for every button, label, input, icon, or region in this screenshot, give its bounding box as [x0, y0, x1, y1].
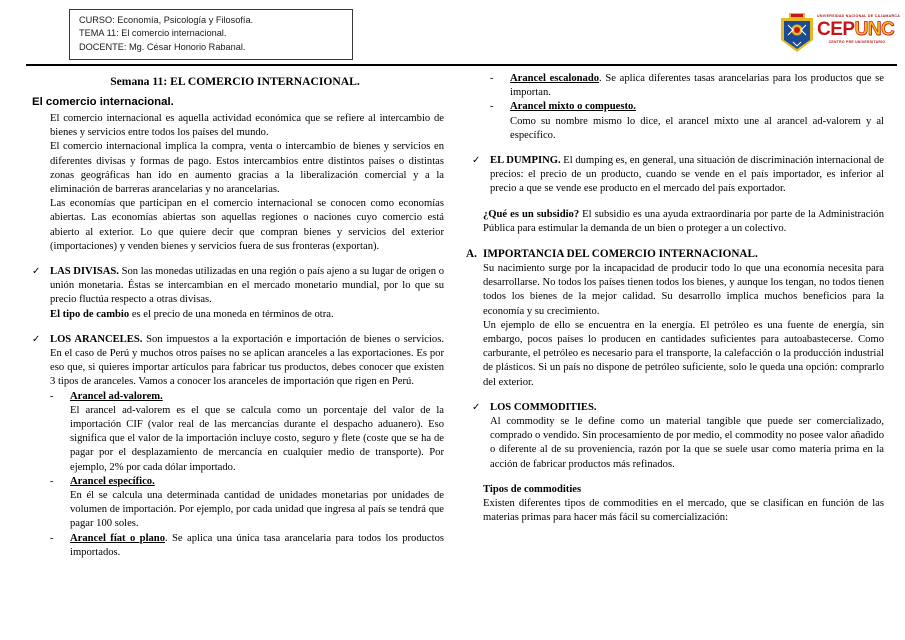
tipos-commodities-heading: Tipos de commodities — [483, 483, 582, 495]
especifico-term-line — [70, 475, 444, 489]
course-info-box — [69, 9, 353, 60]
right-column — [466, 72, 884, 636]
importancia-heading-text: IMPORTANCIA DEL COMERCIO INTERNACIONAL. — [483, 248, 758, 261]
ad-valorem-term: Arancel ad-valorem. — [70, 390, 163, 402]
left-column — [26, 72, 444, 636]
bullet-item-dumping — [472, 154, 884, 197]
divisas-body — [50, 265, 444, 322]
divisas-lead: LAS DIVISAS. — [50, 266, 119, 278]
teacher-line: DOCENTE: Mg. César Honorio Rabanal. — [79, 41, 246, 52]
tipo-cambio-rest: es el precio de una moneda en términos de otra. — [129, 308, 334, 320]
commodities-body — [490, 401, 884, 472]
especifico-description: En él se calcula una determinada cantidad de unidades monetarias por unidades de volumen de importación. Por ejemplo, por cada unidad que ingresa al país se tendrá que pagar 100 soles. — [70, 490, 444, 530]
ad-valorem-description: El arancel ad-valorem es el que se calcula como un porcentaje del valor de la importación CIF (valor real de las mercancías durante el despacho aduanero). Eso significa que el valor de la importación incluye costo, seguro y flete (coste que se ha de pagar por el desplazamiento de mercancía en cualquier medio de transporte). Por ejemplo, 2% por cada dólar importado. — [70, 404, 444, 473]
logo-cep-text: CEP — [817, 19, 855, 40]
check-icon: ✓ — [472, 401, 481, 413]
check-icon: ✓ — [472, 155, 481, 167]
subsidio-paragraph — [483, 208, 884, 236]
list-marker-a: A. — [466, 248, 477, 261]
commodities-lead: LOS COMMODITIES. — [490, 401, 597, 413]
cepunc-logo — [779, 11, 901, 55]
check-icon: ✓ — [32, 333, 41, 345]
logo-subtitle-line: CENTRO PRE UNIVERSITARIO — [828, 40, 886, 44]
dumping-body — [490, 154, 884, 197]
paragraph-intro-3: Las economías que participan en el comercio internacional se conocen como economías abiertas. Las economías abiertas son aquellas regiones o naciones cuyo comercio está abierto al exterior. Lo que quiere decir que compran bienes y servicios del exterior (importaciones) y venden bienes y servicios fuera de sus fronteras (exportan). — [50, 198, 444, 252]
two-column-body — [26, 72, 897, 636]
logo-unc-text: UNC — [854, 19, 895, 40]
university-crest-icon — [779, 13, 815, 53]
ad-valorem-term-line — [70, 390, 444, 404]
dumping-text: El dumping es, en general, una situación de discriminación internacional de precios: el precio de un producto, cuando se vende en el país importador, es inferior al precio a que se vende ese producto en el mercado del país exportador. — [490, 155, 884, 195]
topic-line: TEMA 11: El comercio internacional. — [79, 28, 227, 39]
dash-bullet-icon: - — [50, 532, 54, 544]
mixto-term-line — [510, 100, 884, 114]
sub-item-especifico — [50, 475, 444, 489]
logo-wordmark — [817, 14, 901, 45]
bullet-item-divisas — [32, 265, 444, 322]
sub-item-ad-valorem — [50, 390, 444, 404]
dash-bullet-icon: - — [490, 73, 494, 84]
logo-main-text — [817, 19, 897, 40]
bullet-item-commodities — [472, 401, 884, 472]
tipo-cambio-bold: El tipo de cambio — [50, 308, 130, 320]
paragraph-intro-2: El comercio internacional implica la compra, venta o intercambio de bienes y servicios en diferentes divisas y formas de pago. Estos intercambios entre distintos países o distintas zonas geográficas han ido en aumento gracias a la liberalización comercial y a la eliminación de barreras arancelarias y no arancelarias. — [50, 141, 444, 196]
subsidio-text: El subsidio es una ayuda extraordinaria por parte de la Administración Pública para estimular la demanda de un bien o proteger a un colectivo. — [483, 208, 884, 234]
course-line: CURSO: Economía, Psicología y Filosofía. — [79, 15, 254, 25]
escalonado-term-line — [510, 72, 884, 100]
aranceles-body — [50, 333, 444, 390]
especifico-term: Arancel específico. — [70, 475, 155, 487]
divisas-text: Son las monedas utilizadas en una región o país ajeno a su lugar de origen o unión monetaria. Éstas se intercambian en el mercado monetario mundial, por lo que su precio fluctúa respecto a otras divisas. — [50, 266, 444, 306]
importancia-paragraph-2: Un ejemplo de ello se encuentra en la energía. El petróleo es una fuente de energía, sin embargo, pocos países lo producen en cantidades suficientes para autoabastecerse. Como carburante, el petróleo es necesario para el transporte, la calefacción o la producción industrial de plásticos. Si un país no dispone de petróleo suficiente, solo le queda una opción: comprarlo del exterior. — [483, 319, 884, 388]
sub-item-mixto — [490, 100, 884, 114]
heading-importancia — [466, 247, 884, 262]
tipos-commodities-text: Existen diferentes tipos de commodities en el mercado, que se clasifican en función de las materias primas para hacer más fácil su comercialización: — [483, 498, 884, 524]
fiat-plano-term: Arancel fíat o plano — [70, 532, 165, 544]
logo-university-line: UNIVERSIDAD NACIONAL DE CAJAMARCA — [817, 14, 901, 18]
bullet-item-aranceles — [32, 333, 444, 390]
document-header — [0, 0, 905, 64]
header-divider-rule — [26, 64, 897, 66]
dash-bullet-icon: - — [50, 475, 54, 487]
section-heading-comercio: El comercio internacional. — [32, 96, 174, 108]
aranceles-text: Son impuestos a la exportación e importación de bienes o servicios. En el caso de Perú y muchos otros países no se aplican aranceles a las exportaciones. Es por eso que, si quieres importar artículos para fabricar tus productos, debes conocer que existen 3 tipos de aranceles. Vamos a conocer los aranceles de importación que rigen en Perú. — [50, 333, 444, 388]
dumping-lead: EL DUMPING. — [490, 155, 561, 167]
commodities-text: Al commodity se le define como un material tangible que puede ser comercializado, comprado o vendido. Sin procesamiento de por medio, el commodity no posee valor añadido o diferente al de su proveniencia, razón por la que se suele usar como materia prima en la acción de fabricar productos más refinados. — [490, 416, 884, 470]
mixto-term: Arancel mixto o compuesto. — [510, 101, 636, 113]
escalonado-inline: . Se aplica diferentes tasas arancelarias para los productos que se importan. — [510, 73, 884, 99]
fiat-plano-term-line — [70, 532, 444, 560]
fiat-plano-inline: . Se aplica una única tasa arancelaria para todos los productos importados. — [70, 532, 444, 558]
paragraph-intro-1: El comercio internacional es aquella actividad económica que se refiere al intercambio de bienes y servicios entre todos los países del mundo. — [50, 113, 444, 139]
page-title: Semana 11: EL COMERCIO INTERNACIONAL. — [110, 75, 360, 88]
check-icon: ✓ — [32, 266, 41, 278]
sub-item-fiat-plano — [50, 532, 444, 560]
dash-bullet-icon: - — [50, 390, 54, 402]
sub-item-escalonado — [490, 72, 884, 100]
subsidio-lead: ¿Qué es un subsidio? — [483, 208, 580, 220]
mixto-description: Como su nombre mismo lo dice, el arancel mixto une al arancel ad-valorem y al específico. — [510, 115, 884, 141]
aranceles-lead: LOS ARANCELES. — [50, 333, 143, 345]
escalonado-term: Arancel escalonado — [510, 73, 600, 84]
importancia-paragraph-1: Su nacimiento surge por la incapacidad de producir todo lo que una economía necesita para desarrollarse. No todos los países tienen todos los bienes, y aunque los tengan, no todos tienen todos los bienes de la mejor calidad. Su desarrollo implica muchos beneficios para la economía y su crecimiento. — [483, 263, 884, 317]
dash-bullet-icon: - — [490, 101, 494, 113]
